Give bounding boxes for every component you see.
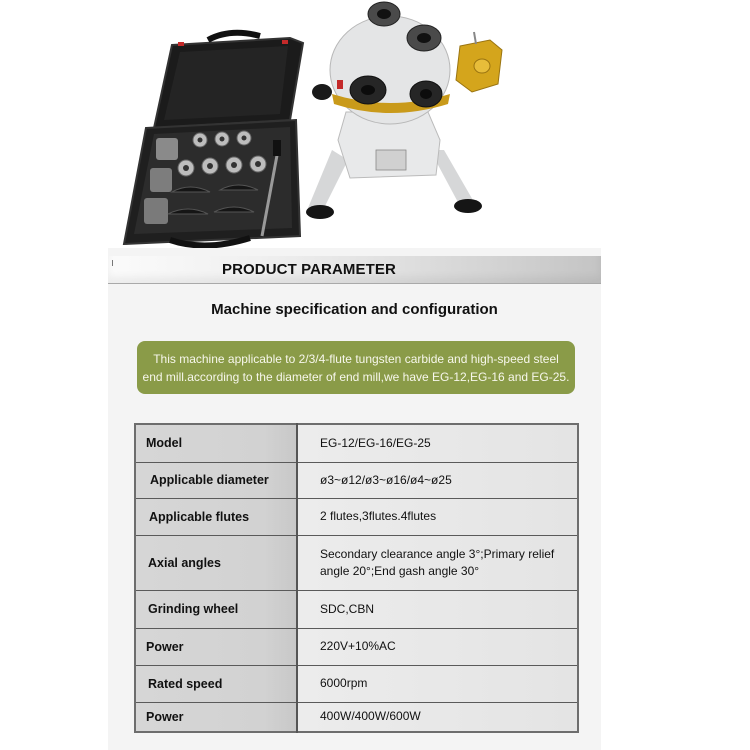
grinder-machine-image xyxy=(306,2,502,219)
table-row xyxy=(135,665,578,702)
spec-label: Power xyxy=(135,702,297,732)
specification-table xyxy=(134,423,579,733)
callout-line-2: end mill.according to the diameter of end mill,we have EG-12,EG-16 and EG-25. xyxy=(142,369,570,384)
spec-label: Axial angles xyxy=(135,535,297,590)
product-photo xyxy=(110,0,610,250)
spec-value: 400W/400W/600W xyxy=(297,702,578,732)
table-row xyxy=(135,590,578,628)
spec-value: 2 flutes,3flutes.4flutes xyxy=(297,498,578,535)
spec-value: 220V+10%AC xyxy=(297,628,578,665)
spec-label: Rated speed xyxy=(135,665,297,702)
section-title: PRODUCT PARAMETER xyxy=(222,261,396,278)
table-row xyxy=(135,498,578,535)
description-callout xyxy=(137,341,575,394)
specification-heading: Machine specification and configuration xyxy=(211,301,498,318)
spec-value: SDC,CBN xyxy=(297,590,578,628)
spec-value: ø3~ø12/ø3~ø16/ø4~ø25 xyxy=(297,462,578,498)
spec-label: Power xyxy=(135,628,297,665)
table-row xyxy=(135,424,578,462)
section-header-band xyxy=(108,256,601,284)
spec-label: Applicable diameter xyxy=(135,462,297,498)
table-row xyxy=(135,535,578,590)
table-row xyxy=(135,702,578,732)
spec-label: Applicable flutes xyxy=(135,498,297,535)
spec-label: Model xyxy=(135,424,297,462)
table-row xyxy=(135,462,578,498)
spec-value: 6000rpm xyxy=(297,665,578,702)
spec-label: Grinding wheel xyxy=(135,590,297,628)
spec-value: EG-12/EG-16/EG-25 xyxy=(297,424,578,462)
callout-line-1: This machine applicable to 2/3/4-flute tungsten carbide and high-speed steel xyxy=(153,351,559,366)
decorative-tick xyxy=(112,260,113,266)
spec-value: Secondary clearance angle 3°;Primary relief angle 20°;End gash angle 30° xyxy=(297,535,578,590)
tool-case-image xyxy=(124,33,303,246)
table-row xyxy=(135,628,578,665)
